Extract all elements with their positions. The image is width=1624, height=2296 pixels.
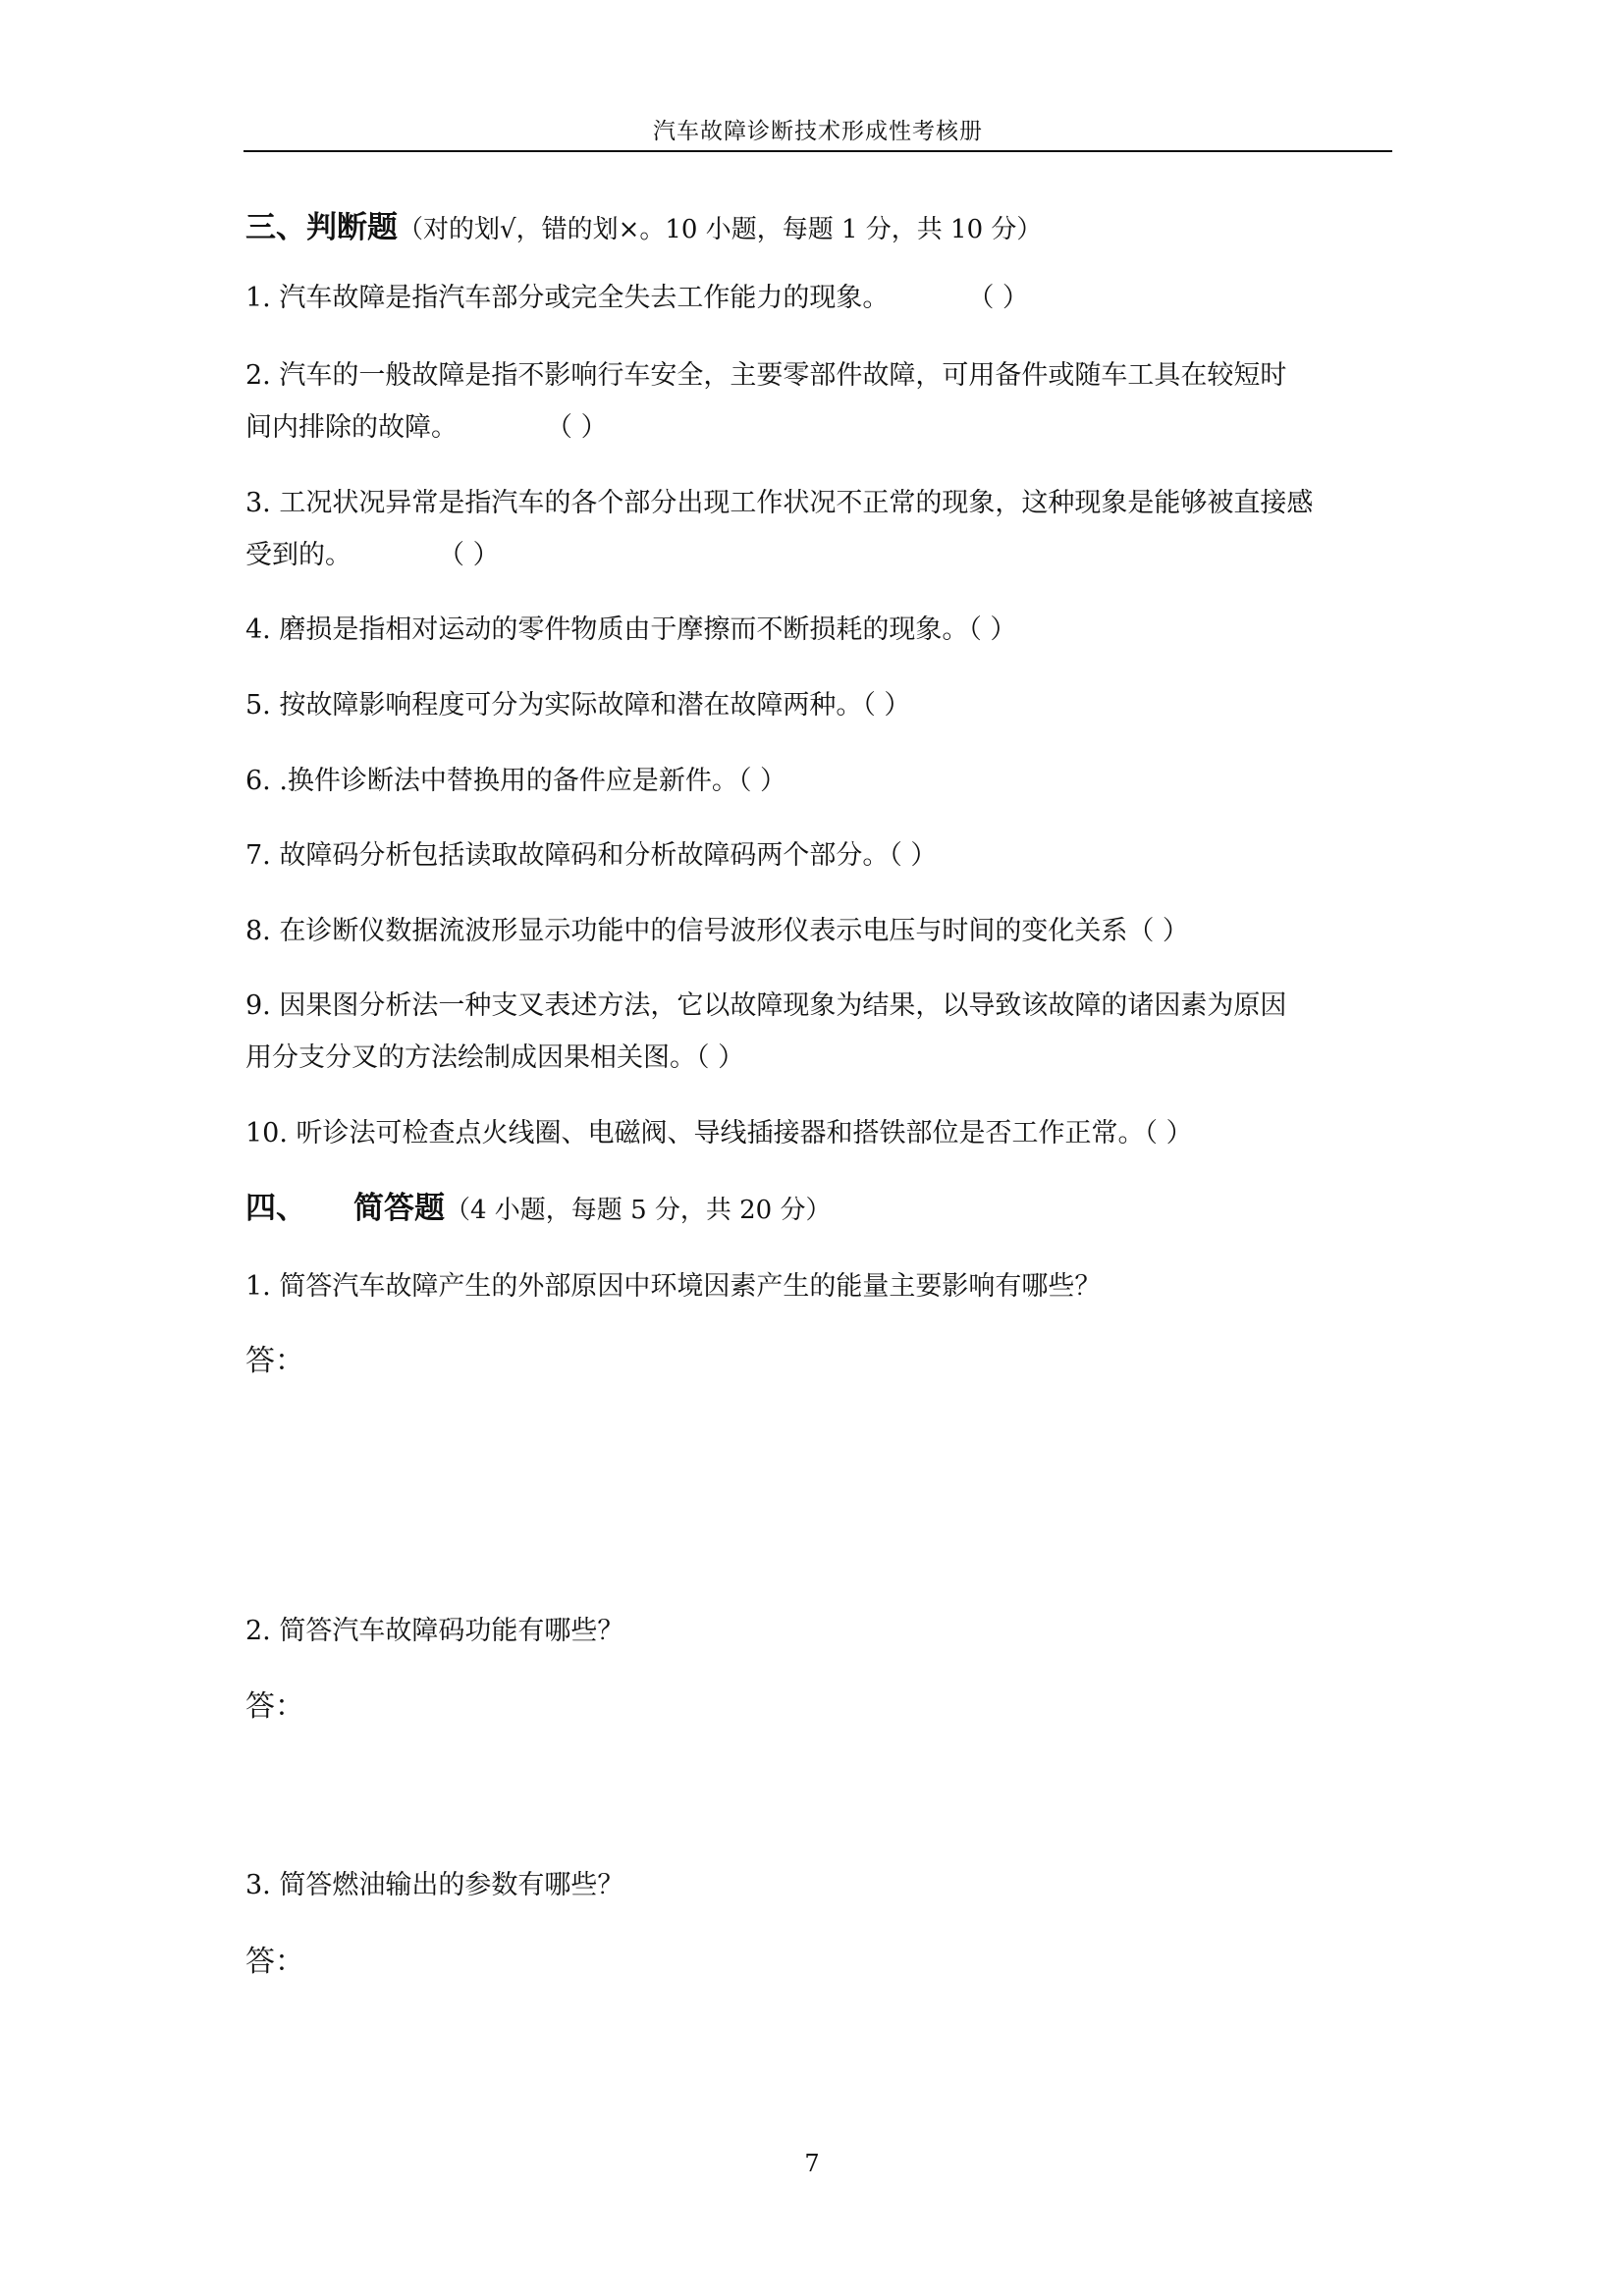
tf-question-2-line1	[245, 356, 1394, 396]
question-text: 受到的。	[245, 540, 352, 570]
question-text: 4. 磨损是指相对运动的零件物质由于摩擦而不断损耗的现象。	[245, 614, 969, 645]
tf-question-1	[245, 279, 1394, 318]
answer-blank: （ ）	[737, 766, 787, 796]
question-text: 9. 因果图分析法一种支叉表述方法，它以故障现象为结果，以导致该故障的诸因素为原因	[245, 990, 1287, 1021]
section4-note: （4 小题，每题 5 分，共 20 分）	[445, 1196, 832, 1225]
tf-question-3-line1	[245, 484, 1394, 523]
tf-question-6	[245, 762, 1394, 801]
question-text: 用分支分叉的方法绘制成因果相关图。	[245, 1042, 696, 1073]
answer-blank: （ ）	[438, 540, 500, 570]
page-number: 7	[804, 2150, 820, 2177]
question-text: 间内排除的故障。	[245, 412, 458, 443]
question-text: 3. 工况状况异常是指汽车的各个部分出现工作状况不正常的现象，这种现象是能够被直接感	[245, 488, 1314, 518]
answer-blank: （ ）	[1144, 1118, 1193, 1148]
tf-question-10	[245, 1114, 1394, 1153]
question-text: 6. .换件诊断法中替换用的备件应是新件。	[245, 766, 738, 796]
answer-space-2[interactable]	[245, 1739, 1394, 1877]
section4-heading	[245, 1188, 1394, 1231]
section3-title: 判断题	[306, 210, 398, 245]
tf-question-7	[245, 836, 1394, 876]
answer-blank: （ ）	[968, 614, 1017, 645]
answer-blank: （ ）	[967, 283, 1029, 313]
answer-blank: （ ）	[862, 690, 911, 721]
section4-prefix: 四、	[245, 1191, 306, 1226]
section4-title: 简答题	[353, 1191, 445, 1226]
short-answer-question-1: 1. 简答汽车故障产生的外部原因中环境因素产生的能量主要影响有哪些？	[245, 1271, 1102, 1302]
header-title: 汽车故障诊断技术形成性考核册	[653, 119, 983, 144]
question-text: 5. 按故障影响程度可分为实际故障和潜在故障两种。	[245, 690, 863, 721]
answer-space-1[interactable]	[245, 1394, 1394, 1580]
answer-label-1: 答：	[245, 1344, 304, 1378]
tf-question-5	[245, 686, 1394, 725]
answer-label-3: 答：	[245, 1945, 304, 1979]
section3-prefix: 三、	[245, 210, 306, 245]
section3-note: （对的划√，错的划×。10 小题，每题 1 分，共 10 分）	[398, 215, 1043, 244]
tf-question-9-line1	[245, 987, 1394, 1026]
answer-blank: （ ）	[696, 1042, 745, 1073]
answer-blank: （ ）	[1127, 916, 1189, 946]
short-answer-question-2: 2. 简答汽车故障码功能有哪些？	[245, 1616, 624, 1646]
question-text: 7. 故障码分析包括读取故障码和分析故障码两个部分。	[245, 840, 890, 871]
tf-question-4	[245, 611, 1394, 650]
question-text: 10. 听诊法可检查点火线圈、电磁阀、导线插接器和搭铁部位是否工作正常。	[245, 1118, 1145, 1148]
tf-question-9-line2	[245, 1039, 1394, 1078]
answer-blank: （ ）	[889, 840, 938, 871]
tf-question-3-line2	[245, 536, 1394, 575]
tf-question-8	[245, 912, 1394, 951]
section3-heading	[245, 207, 1394, 250]
answer-blank: （ ）	[546, 412, 608, 443]
answer-label-2: 答：	[245, 1689, 304, 1724]
tf-question-2-line2	[245, 408, 1394, 448]
question-text: 8. 在诊断仪数据流波形显示功能中的信号波形仪表示电压与时间的变化关系	[245, 916, 1128, 946]
short-answer-question-3: 3. 简答燃油输出的参数有哪些？	[245, 1870, 624, 1900]
question-text: 1. 汽车故障是指汽车部分或完全失去工作能力的现象。	[245, 283, 890, 313]
answer-space-3[interactable]	[245, 1995, 1394, 2132]
header-rule	[244, 150, 1392, 152]
question-text: 2. 汽车的一般故障是指不影响行车安全，主要零部件故障，可用备件或随车工具在较短时	[245, 360, 1287, 391]
